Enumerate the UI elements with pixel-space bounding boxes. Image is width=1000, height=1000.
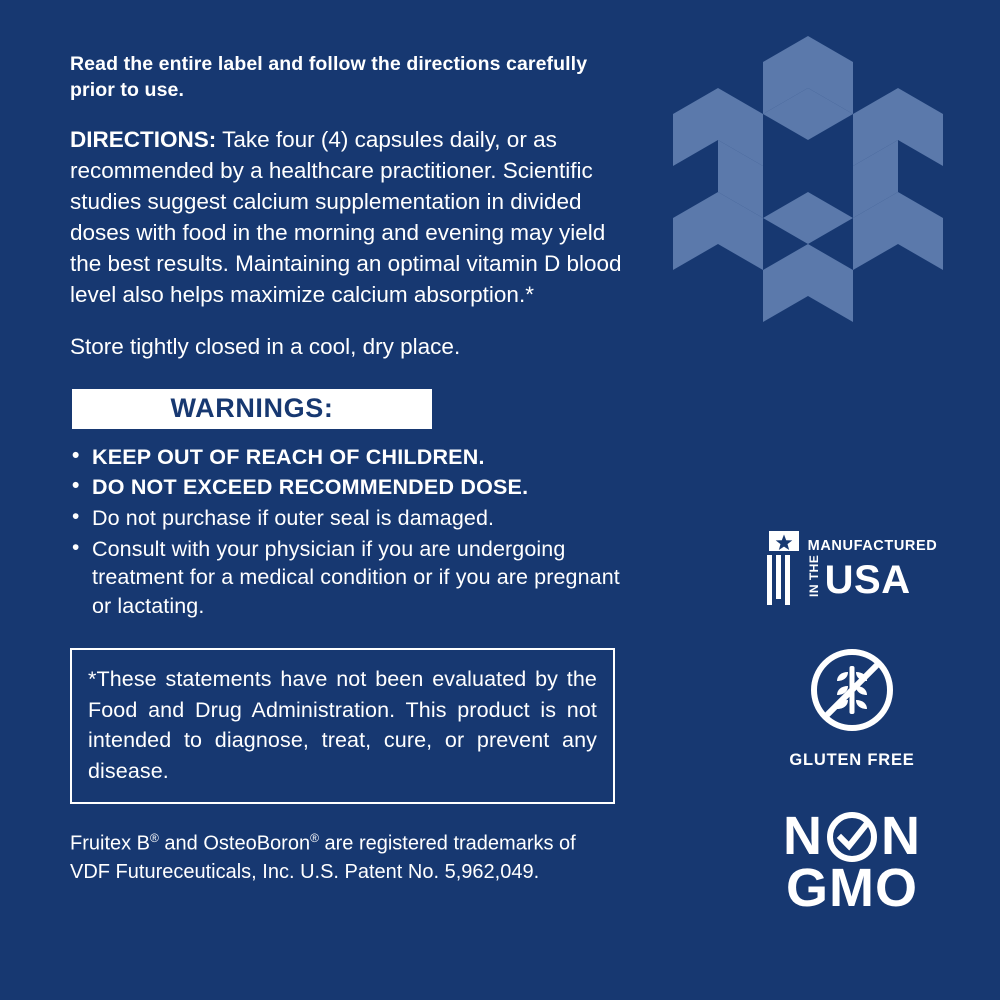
certification-badge-column [752, 530, 952, 918]
non-gmo-n-right: N [881, 806, 921, 867]
manufactured-in-usa-badge [767, 530, 938, 608]
usa-line-manufactured: MANUFACTURED [807, 537, 938, 554]
non-gmo-row-2 [783, 858, 921, 918]
check-circle-icon [825, 810, 879, 864]
list-item: • KEEP OUT OF REACH OF CHILDREN. [70, 443, 630, 472]
usa-flag-star-icon [767, 530, 801, 608]
non-gmo-gmo-text: GMO [786, 858, 918, 918]
registered-mark-2: ® [310, 831, 319, 846]
usa-line-usa: USA [824, 558, 911, 603]
trademark-part-1: Fruitex B [70, 833, 151, 855]
warnings-heading: WARNINGS: [72, 389, 432, 429]
warnings-list [70, 443, 630, 621]
storage-paragraph: Store tightly closed in a cool, dry place. [70, 334, 461, 360]
gluten-free-label: GLUTEN FREE [789, 751, 915, 769]
intro-paragraph: Read the entire label and follow the directions carefully prior to use. [70, 53, 588, 101]
non-gmo-row-1 [783, 806, 921, 867]
usa-badge-text [808, 530, 938, 608]
trademark-part-3: are registered trademarks of VDF Futureceuticals, Inc. U.S. Patent No. 5,962,049. [70, 833, 576, 883]
directions-paragraph [70, 125, 630, 310]
directions-label: DIRECTIONS: [70, 127, 217, 153]
registered-mark-1: ® [150, 831, 159, 846]
hexagon-lattice-pattern-icon [608, 0, 1000, 390]
gluten-free-badge [789, 642, 914, 770]
trademark-part-2: and OsteoBoron [158, 833, 311, 855]
wheat-crossed-out-icon [804, 642, 900, 738]
star-icon [769, 531, 799, 551]
usa-line-in-the: IN THE [806, 555, 821, 598]
fda-disclaimer-box [70, 648, 615, 804]
trademark-paragraph [70, 830, 620, 886]
fda-disclaimer-text: *These statements have not been evaluated by the Food and Drug Administration. This product is not intended to diagnose, treat, cure, or prevent any disease. [88, 667, 597, 783]
directions-body: Take four (4) capsules daily, or as recommended by a healthcare practitioner. Scientific studies suggest calcium supplementation in divided doses with food in the morning and evening may yield the best results. Maintaining an optimal vitamin D blood level also helps maximize calcium absorption.* [70, 127, 622, 307]
list-item: • DO NOT EXCEED RECOMMENDED DOSE. [70, 473, 630, 502]
non-gmo-n-left: N [783, 806, 823, 867]
list-item: • Do not purchase if outer seal is damaged. [70, 504, 630, 533]
label-text-column [70, 52, 630, 886]
list-item: • Consult with your physician if you are undergoing treatment for a medical condition or if you are pregnant or lactating. [70, 535, 630, 621]
non-gmo-badge [783, 806, 921, 918]
